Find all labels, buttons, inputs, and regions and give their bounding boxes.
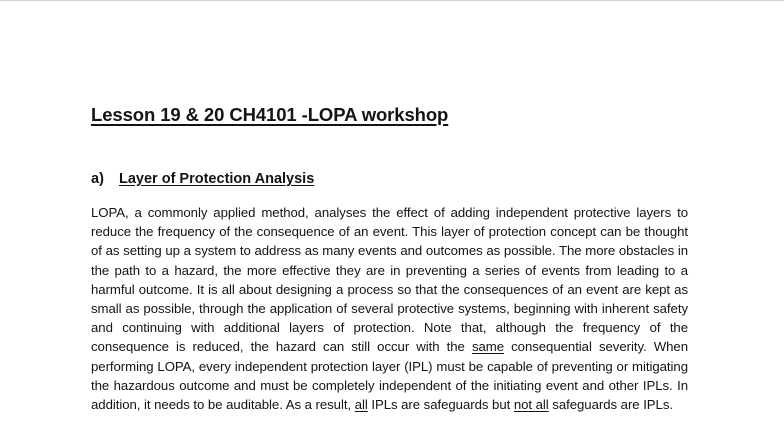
section-heading xyxy=(91,171,314,187)
underlined-word-same: same xyxy=(471,339,504,355)
paragraph-text-1: LOPA, a commonly applied method, analyses the effect of adding independent protective layers to reduce the frequency of the consequence of an event. This layer of protection concept can be thought of as setting up a system to address as many events and outcomes as possible. The more obstacles in the path to a hazard, the more effective they are in preventing a series of events from leading to a harmful outcome. It is all about designing a process so that the consequences of an event are kept as small as possible, through the application of several protective systems, beginning with inherent safety and continuing with additional layers of protection. Note that, although the frequency of the consequence is reduced, the hazard can still occur with the xyxy=(91,205,688,355)
underlined-word-all: all xyxy=(354,397,368,413)
paragraph-text-3: IPLs are safeguards but xyxy=(367,397,514,413)
section-title: Layer of Protection Analysis xyxy=(119,171,315,187)
paragraph-text-4: safeguards are IPLs. xyxy=(548,397,673,413)
document-title: Lesson 19 & 20 CH4101 -LOPA workshop xyxy=(91,104,449,125)
underlined-words-not-all: not all xyxy=(513,397,549,413)
section-number: a) xyxy=(91,171,104,187)
body-paragraph xyxy=(91,203,688,414)
paragraph-text-2: consequential severity. When performing LOPA, every independent protection layer (IPL) must be capable of preventing or mitigating the hazardous outcome and must be completely independent of the initiating event and other IPLs. In addition, it needs to be auditable. As a result, xyxy=(91,339,688,413)
